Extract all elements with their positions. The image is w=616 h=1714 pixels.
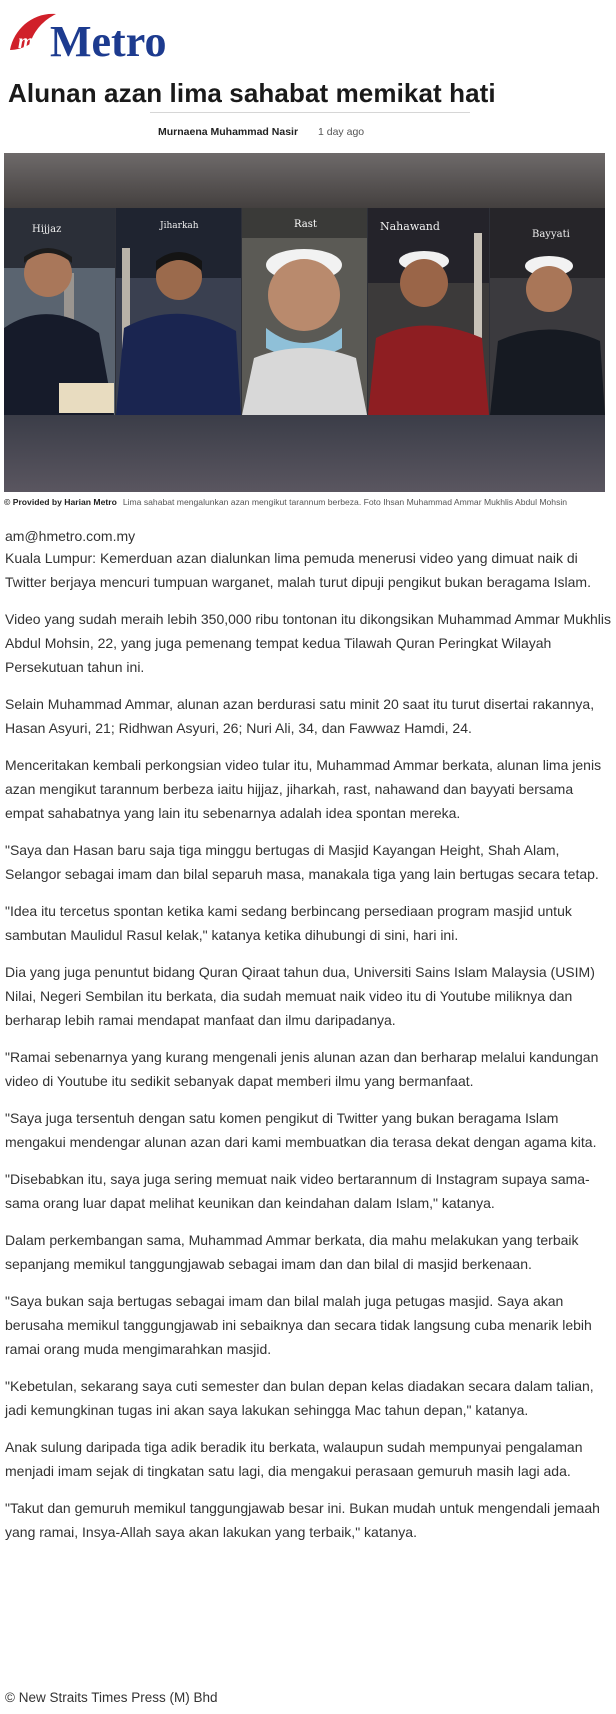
paragraph: Kuala Lumpur: Kemerduan azan dialunkan lima pemuda menerusi video yang dimuat naik di Twitter berjaya mencuri tumpuan warganet, malah turut dipuji pengikut bukan beragama Islam. <box>5 550 591 590</box>
caption-text: Lima sahabat mengalunkan azan mengikut tarannum berbeza. Foto Ihsan Muhammad Ammar Mukhlis Abdul Mohsin <box>122 497 568 507</box>
paragraph: "Ramai sebenarnya yang kurang mengenali jenis alunan azan dan berharap melalui kandungan video di Youtube itu sedikit sebanyak dapat memberi ilmu yang bermanfaat. <box>5 1049 599 1089</box>
logo-prefix: my <box>18 31 43 53</box>
paragraph: Anak sulung daripada tiga adik beradik itu berkata, walaupun sudah mempunyai pengalaman menjadi imam sejak di tingkatan satu lagi, dia mengakui perasaan gemuruh masih lagi ada. <box>5 1439 583 1479</box>
article-photo <box>4 153 605 492</box>
paragraph: Dia yang juga penuntut bidang Quran Qiraat tahun dua, Universiti Sains Islam Malaysia (USIM) Nilai, Negeri Sembilan itu berkata, dia sudah memuat naik video itu di Youtube miliknya dan berharap lebih ramai mendapat manfaat dan ilmu daripadanya. <box>5 964 595 1028</box>
photo-label-jiharkah: Jiharkah <box>160 221 199 231</box>
photo-label-nahawand: Nahawand <box>380 220 440 233</box>
site-logo[interactable] <box>4 4 244 68</box>
article-body <box>5 546 611 1557</box>
photo-label-hijjaz: Hijjaz <box>32 224 62 235</box>
footer-copyright: © New Straits Times Press (M) Bhd <box>5 1690 218 1705</box>
photo-label-bayyati: Bayyati <box>532 229 570 240</box>
article-author[interactable]: Murnaena Muhammad Nasir <box>158 126 299 138</box>
caption-provider: © Provided by Harian Metro <box>4 497 117 507</box>
photo-panel-nahawand <box>368 208 489 415</box>
logo-name: Metro <box>50 17 167 66</box>
photo-label-rast: Rast <box>294 219 317 230</box>
paragraph: Selain Muhammad Ammar, alunan azan berdurasi satu minit 20 saat itu turut disertai rakannya, Hasan Asyuri, 21; Ridhwan Asyuri, 26; Nuri Ali, 34, dan Fawwaz Hamdi, 24. <box>5 696 595 736</box>
article-title: Alunan azan lima sahabat memikat hati <box>8 78 496 108</box>
author-email[interactable]: am@hmetro.com.my <box>5 528 136 544</box>
photo-panel-hijjaz <box>4 208 115 415</box>
paragraph: "Takut dan gemuruh memikul tanggungjawab besar ini. Bukan mudah untuk mengendali jemaah yang ramai, Insya-Allah saya akan lakukan yang terbaik," katanya. <box>5 1500 600 1540</box>
paragraph: "Saya dan Hasan baru saja tiga minggu bertugas di Masjid Kayangan Height, Shah Alam, Selangor sebagai imam dan bilal separuh masa, manakala tiga yang lain bertugas secara tetap. <box>5 842 599 882</box>
photo-caption <box>4 496 610 508</box>
photo-panel-rast <box>242 208 367 415</box>
paragraph: Dalam perkembangan sama, Muhammad Ammar berkata, dia mahu melakukan yang terbaik sepanjang memikul tanggungjawab sebagai imam dan dan bilal di masjid berkenaan. <box>5 1232 579 1272</box>
paragraph: "Saya juga tersentuh dengan satu komen pengikut di Twitter yang bukan beragama Islam mengakui mendengar alunan azan dari kami membuatkan dia terasa dekat dengan agama kita. <box>5 1110 597 1150</box>
paragraph: "Idea itu tercetus spontan ketika kami sedang berbincang persediaan program masjid untuk sambutan Maulidul Rasul kelak," katanya ketika dihubungi di sini, hari ini. <box>5 903 572 943</box>
paragraph: "Saya bukan saja bertugas sebagai imam dan bilal malah juga petugas masjid. Saya akan berusaha memikul tanggungjawab ini sebaiknya dan secara tidak langsung cuba menarik lebih ramai orang muda mengimarahkan masjid. <box>5 1293 592 1357</box>
article-time: 1 day ago <box>318 126 365 138</box>
paragraph: Video yang sudah meraih lebih 350,000 ribu tontonan itu dikongsikan Muhammad Ammar Mukhlis Abdul Mohsin, 22, yang juga pemenang tempat kedua Tilawah Quran Peringkat Wilayah Persekutuan tahun ini. <box>5 611 611 675</box>
paragraph: "Disebabkan itu, saya juga sering memuat naik video bertarannum di Instagram supaya sama-sama orang luar dapat melihat keunikan dan keindahan dalam Islam," katanya. <box>5 1171 590 1211</box>
paragraph: "Kebetulan, sekarang saya cuti semester dan bulan depan kelas diadakan secara dalam talian, jadi kemungkinan tugas ini akan saya lakukan sehingga Mac tahun depan," katanya. <box>5 1378 594 1418</box>
photo-panel-jiharkah <box>116 208 241 415</box>
paragraph: Menceritakan kembali perkongsian video tular itu, Muhammad Ammar berkata, alunan lima jenis azan mengikut tarannum berbeza iaitu hijjaz, jiharkah, rast, nahawand dan bayyati bersama empat sahabatnya yang lain itu sebenarnya adalah idea spontan mereka. <box>5 757 602 821</box>
